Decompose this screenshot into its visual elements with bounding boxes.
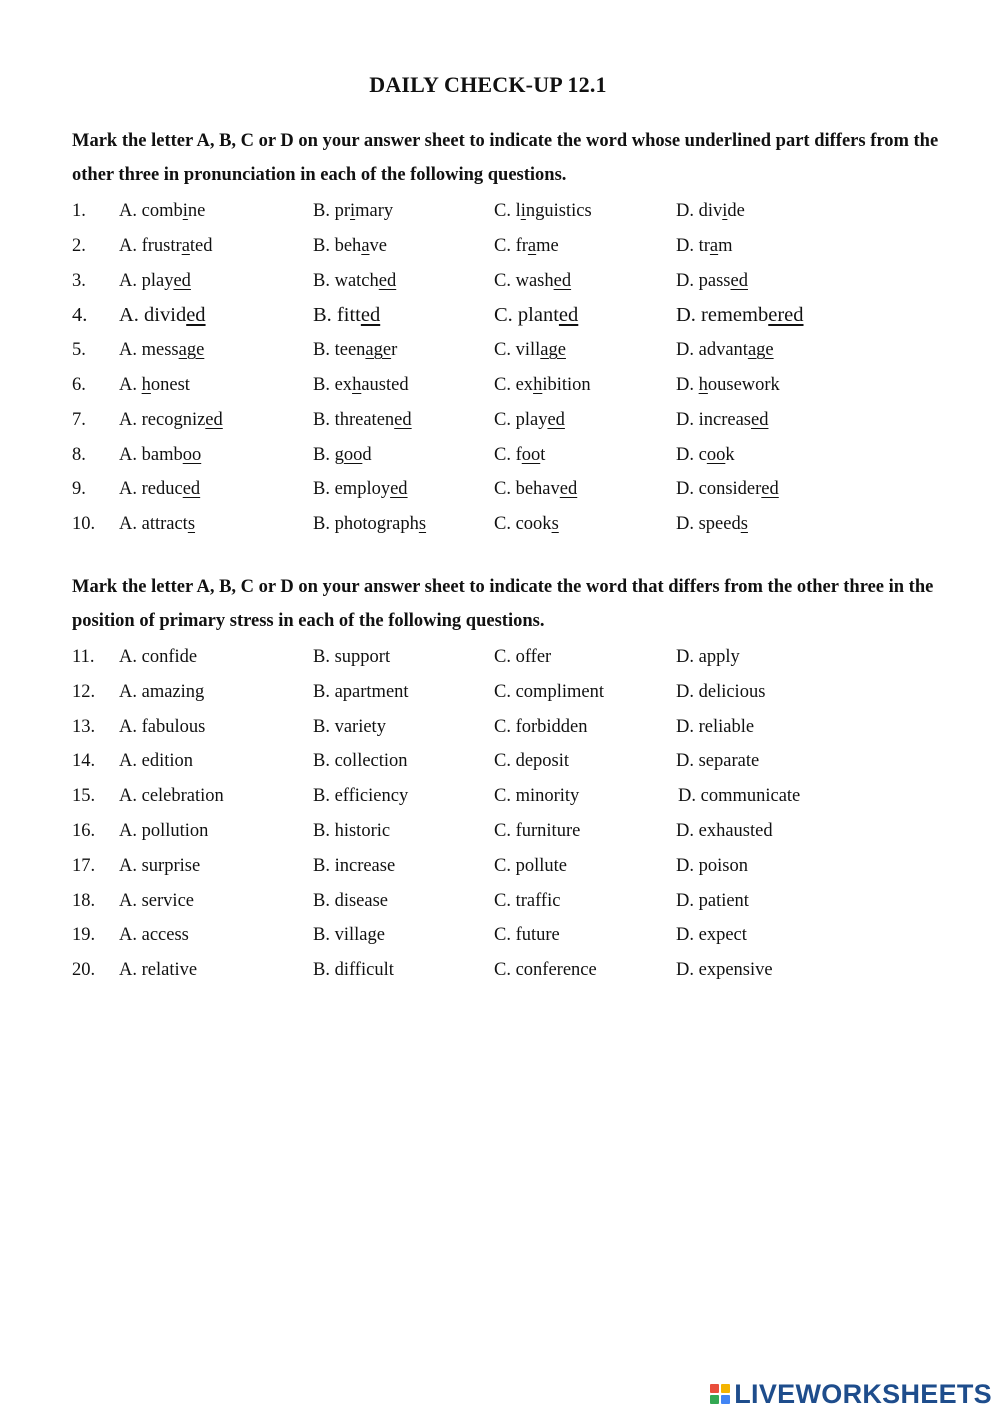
- option-d: [676, 507, 748, 542]
- option-a: A. celebration: [119, 786, 224, 807]
- underlined-part: a: [527, 235, 537, 256]
- underlined-part: i: [520, 201, 526, 221]
- question-row: [72, 229, 932, 264]
- option-b: [313, 472, 408, 507]
- underlined-part: ed: [547, 409, 565, 430]
- option-a: [119, 229, 213, 264]
- option-a: [119, 507, 195, 542]
- option-c: [494, 298, 578, 333]
- underlined-part: ed: [751, 409, 769, 430]
- option-c: [494, 194, 592, 229]
- option-c: C. offer: [494, 647, 552, 667]
- logo-square-green: [710, 1395, 719, 1404]
- pronunciation-question-list: [72, 194, 932, 542]
- option-text: onest: [150, 374, 190, 395]
- option-b: [313, 368, 409, 403]
- option-c: [494, 333, 566, 368]
- option-c: [494, 507, 559, 542]
- option-text: B. teen: [313, 340, 366, 361]
- question-row: [72, 333, 932, 368]
- option-text: t: [540, 444, 546, 465]
- option-a: [119, 472, 200, 507]
- option-d: [676, 472, 779, 507]
- underlined-part: ed: [730, 270, 748, 291]
- option-text: B. g: [313, 444, 344, 465]
- option-a: [119, 368, 190, 403]
- option-a: A. pollution: [119, 820, 209, 841]
- underlined-part: ed: [390, 479, 408, 500]
- page-title: DAILY CHECK-UP 12.1: [369, 72, 607, 97]
- underlined-part: oo: [343, 444, 363, 465]
- option-a: [119, 403, 223, 438]
- option-text: C. behav: [494, 479, 560, 500]
- option-c: C. traffic: [494, 890, 561, 911]
- option-text: C. l: [494, 201, 521, 221]
- underlined-part: ed: [360, 304, 381, 327]
- question-number: 14.: [72, 751, 96, 772]
- option-b: B. variety: [313, 716, 386, 737]
- option-text: C. fr: [494, 235, 528, 256]
- underlined-part: h: [698, 374, 708, 395]
- option-text: D. tr: [676, 235, 710, 256]
- option-c: C. forbidden: [494, 716, 588, 737]
- underlined-part: ed: [553, 270, 572, 291]
- underlined-part: s: [740, 514, 748, 535]
- option-b: B. disease: [313, 890, 389, 911]
- option-text: austed: [361, 374, 409, 395]
- section2-instruction: Mark the letter A, B, C or D on your answer sheet to indicate the word that differs from the other three in the position of primary stress in each of the following questions.: [72, 577, 934, 631]
- underlined-part: ed: [394, 409, 412, 430]
- option-text: D. c: [676, 444, 707, 465]
- option-text: nguistics: [525, 201, 592, 221]
- option-text: A. frustr: [119, 235, 182, 256]
- question-row: [72, 884, 932, 919]
- option-text: B. pr: [313, 201, 350, 221]
- question-row: [72, 953, 932, 988]
- question-number: 8.: [72, 444, 86, 465]
- option-a: A. surprise: [119, 855, 201, 876]
- option-b: B. village: [313, 925, 385, 946]
- option-c: [494, 438, 545, 473]
- underlined-part: oo: [706, 444, 726, 465]
- option-b: B. apartment: [313, 681, 409, 702]
- underlined-part: ed: [182, 479, 201, 500]
- option-c: [494, 229, 559, 264]
- option-d: D. apply: [676, 647, 740, 667]
- option-a: A. access: [119, 925, 189, 946]
- question-number: 3.: [72, 270, 86, 291]
- logo-square-red: [710, 1384, 719, 1393]
- option-text: me: [536, 235, 559, 256]
- question-row: [72, 298, 932, 333]
- option-text: B. photograph: [313, 514, 419, 535]
- question-row: [72, 675, 932, 710]
- option-text: D.: [676, 374, 699, 395]
- question-row: [72, 640, 932, 675]
- option-a: [119, 438, 201, 473]
- option-text: A.: [119, 374, 142, 395]
- option-b: [313, 194, 393, 229]
- underlined-part: a: [709, 235, 719, 256]
- option-text: D. rememb: [676, 304, 769, 327]
- option-d: [676, 403, 768, 438]
- option-text: B. threaten: [313, 409, 395, 430]
- option-c: C. furniture: [494, 820, 581, 841]
- option-b: [313, 403, 412, 438]
- option-b: B. efficiency: [313, 786, 409, 807]
- option-text: D. advant: [676, 340, 748, 361]
- option-a: [119, 194, 205, 229]
- question-number: 18.: [72, 890, 96, 911]
- option-b: [313, 333, 397, 368]
- section1-instruction: Mark the letter A, B, C or D on your answer sheet to indicate the word whose underlined part differs from the other three in pronunciation in each of the following questions.: [72, 131, 939, 185]
- option-text: ousework: [707, 374, 780, 395]
- option-text: D. increas: [676, 409, 751, 430]
- logo-square-yellow: [721, 1384, 730, 1393]
- question-row: [72, 849, 932, 884]
- option-text: B. watch: [313, 270, 379, 291]
- question-row: [72, 918, 932, 953]
- underlined-part: ed: [558, 304, 579, 327]
- option-text: C. wash: [494, 270, 554, 291]
- question-number: 11.: [72, 647, 95, 667]
- option-c: C. deposit: [494, 751, 570, 772]
- option-d: D. exhausted: [676, 820, 773, 841]
- option-text: ted: [189, 235, 213, 256]
- option-text: ibition: [542, 374, 591, 395]
- option-c: [494, 368, 591, 403]
- option-text: A. mess: [119, 340, 179, 361]
- underlined-part: s: [551, 514, 559, 535]
- option-b: [313, 298, 380, 333]
- option-text: d: [362, 444, 372, 465]
- logo-square-blue: [721, 1395, 730, 1404]
- question-number: 12.: [72, 681, 96, 702]
- underlined-part: ed: [559, 479, 578, 500]
- option-c: C. minority: [494, 786, 580, 807]
- option-text: D. div: [676, 201, 723, 221]
- question-number: 4.: [72, 304, 88, 327]
- option-b: B. historic: [313, 820, 391, 841]
- option-b: [313, 438, 372, 473]
- option-c: C. conference: [494, 960, 597, 981]
- question-row: [72, 264, 932, 299]
- underlined-part: ed: [173, 270, 191, 291]
- option-a: [119, 333, 204, 368]
- option-text: C. plant: [494, 304, 559, 327]
- option-d: D. expect: [676, 925, 747, 946]
- option-b: B. difficult: [313, 960, 394, 981]
- logo-grid-icon: [710, 1384, 730, 1404]
- option-text: A. play: [119, 270, 174, 291]
- underlined-part: oo: [521, 444, 541, 465]
- option-d: [676, 229, 733, 264]
- option-b: [313, 229, 387, 264]
- underlined-part: a: [181, 235, 190, 256]
- question-row: [72, 710, 932, 745]
- option-a: A. fabulous: [119, 716, 206, 737]
- option-b: [313, 507, 426, 542]
- question-number: 17.: [72, 855, 96, 876]
- question-number: 9.: [72, 479, 86, 500]
- question-number: 20.: [72, 960, 96, 981]
- option-d: D. delicious: [676, 681, 766, 702]
- stress-question-list: [72, 640, 932, 988]
- option-d: [676, 298, 804, 333]
- option-b: B. collection: [313, 751, 408, 772]
- underlined-part: i: [182, 201, 188, 221]
- option-d: D. communicate: [678, 786, 801, 807]
- option-a: A. service: [119, 890, 194, 911]
- underlined-part: a: [361, 235, 370, 256]
- option-d: [676, 438, 735, 473]
- option-text: A. comb: [119, 201, 183, 221]
- question-row: [72, 507, 932, 542]
- option-b: B. increase: [313, 855, 396, 876]
- underlined-part: h: [352, 374, 362, 395]
- question-number: 19.: [72, 925, 96, 946]
- option-d: [676, 368, 780, 403]
- option-a: [119, 264, 191, 299]
- underlined-part: ered: [768, 304, 804, 327]
- option-a: A. edition: [119, 751, 193, 772]
- underlined-part: age: [747, 340, 774, 361]
- question-row: [72, 438, 932, 473]
- underlined-part: s: [418, 514, 427, 535]
- question-number: 13.: [72, 716, 96, 737]
- question-number: 15.: [72, 786, 96, 807]
- option-d: D. reliable: [676, 716, 755, 737]
- option-text: C. ex: [494, 374, 534, 395]
- option-a: A. amazing: [119, 681, 205, 702]
- option-c: [494, 403, 565, 438]
- option-text: A. divid: [119, 304, 187, 327]
- liveworksheets-logo: [710, 1379, 992, 1409]
- option-d: D. patient: [676, 890, 749, 911]
- question-row: [72, 403, 932, 438]
- question-number: 6.: [72, 374, 86, 395]
- question-row: [72, 814, 932, 849]
- question-row: [72, 194, 932, 229]
- option-text: D. speed: [676, 514, 741, 535]
- option-text: C. cook: [494, 514, 552, 535]
- option-d: D. poison: [676, 855, 748, 876]
- underlined-part: age: [540, 340, 566, 361]
- option-d: D. expensive: [676, 960, 773, 981]
- option-text: A. attract: [119, 514, 188, 535]
- underlined-part: s: [187, 514, 196, 535]
- question-number: 5.: [72, 340, 86, 361]
- option-d: [676, 264, 748, 299]
- option-text: A. recogniz: [119, 409, 206, 430]
- option-a: A. confide: [119, 647, 198, 667]
- option-d: [676, 194, 745, 229]
- question-row: [72, 472, 932, 507]
- question-row: [72, 368, 932, 403]
- question-row: [72, 779, 932, 814]
- underlined-part: oo: [182, 444, 202, 465]
- underlined-part: ed: [186, 304, 206, 327]
- question-number: 7.: [72, 409, 86, 430]
- option-text: D. consider: [676, 479, 762, 500]
- option-text: mary: [355, 201, 394, 221]
- option-text: r: [391, 340, 398, 361]
- option-b: B. support: [313, 647, 391, 667]
- option-a: [119, 298, 206, 333]
- option-text: C. vill: [494, 340, 541, 361]
- underlined-part: ed: [761, 479, 779, 500]
- underlined-part: ed: [378, 270, 397, 291]
- underlined-part: h: [533, 374, 543, 395]
- option-d: [676, 333, 774, 368]
- option-a: A. relative: [119, 960, 198, 981]
- option-text: B. ex: [313, 374, 353, 395]
- underlined-part: age: [178, 340, 205, 361]
- underlined-part: ed: [205, 409, 223, 430]
- option-text: de: [727, 201, 745, 221]
- option-c: C. compliment: [494, 681, 604, 702]
- option-c: C. pollute: [494, 855, 567, 876]
- option-text: C. play: [494, 409, 548, 430]
- question-number: 10.: [72, 514, 96, 535]
- option-c: C. future: [494, 925, 560, 946]
- underlined-part: age: [365, 340, 392, 361]
- option-c: [494, 472, 577, 507]
- option-text: A. bamb: [119, 444, 183, 465]
- option-text: B. fitt: [313, 304, 361, 327]
- option-text: B. employ: [313, 479, 391, 500]
- option-text: k: [725, 444, 735, 465]
- question-number: 16.: [72, 820, 96, 841]
- option-d: D. separate: [676, 751, 760, 772]
- underlined-part: i: [350, 201, 356, 221]
- option-c: [494, 264, 571, 299]
- option-b: [313, 264, 396, 299]
- question-number: 2.: [72, 235, 86, 256]
- option-text: ve: [369, 235, 387, 256]
- underlined-part: i: [722, 201, 728, 221]
- option-text: C. f: [494, 444, 522, 465]
- underlined-part: h: [141, 374, 151, 395]
- question-number: 1.: [72, 201, 86, 221]
- option-text: A. reduc: [119, 479, 183, 500]
- logo-text: LIVEWORKSHEETS: [734, 1378, 992, 1409]
- option-text: m: [718, 235, 733, 256]
- option-text: B. beh: [313, 235, 362, 256]
- option-text: ne: [187, 201, 206, 221]
- question-row: [72, 744, 932, 779]
- option-text: D. pass: [676, 270, 731, 291]
